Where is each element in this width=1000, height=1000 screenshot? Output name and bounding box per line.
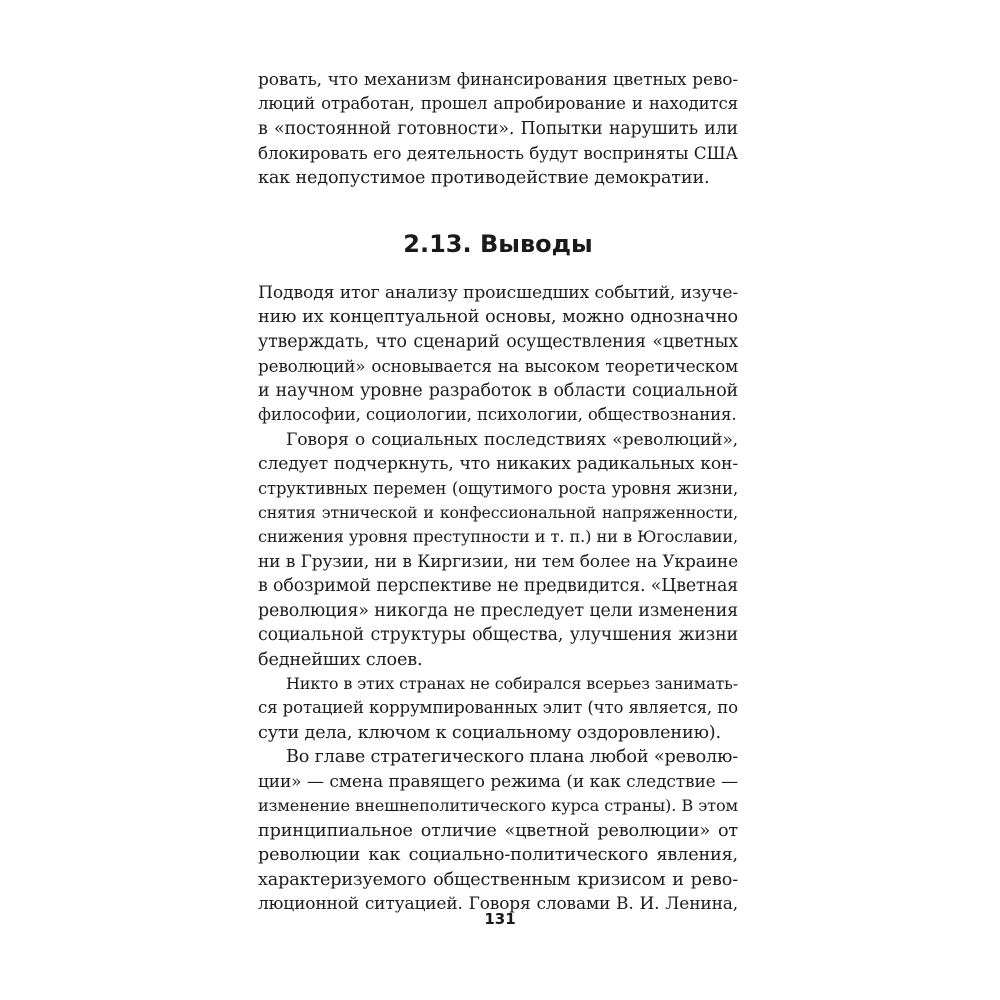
text-line: люций отработан, прошел апробирование и находится — [258, 94, 738, 114]
text-line: Во главе стратегического плана любой «револю- — [286, 747, 739, 768]
text-line: следует подчеркнуть, что никаких радикальных кон- — [258, 454, 738, 475]
text-line: революция» никогда не преследует цели изменения — [258, 600, 738, 621]
text-line: революции как социально-политического явления, — [258, 845, 738, 866]
section-body — [258, 281, 738, 916]
text-line: ни в Грузии, ни в Киргизии, ни тем более на Украине — [258, 551, 738, 572]
text-line: и научном уровне разработок в области социальной — [258, 380, 738, 401]
text-line: ции» — смена правящего режима (и как следствие — — [258, 771, 738, 792]
text-line: снижения уровня преступности и т. п.) ни в Югославии, — [258, 527, 738, 547]
text-line: беднейших слоев. — [258, 649, 423, 670]
text-line: в «постоянной готовности». Попытки нарушить или — [258, 118, 738, 139]
text-line: изменение внешнеполитического курса страны). В этом — [258, 796, 738, 816]
text-line: нию их концептуальной основы, можно однозначно — [258, 307, 738, 328]
text-line: как недопустимое противодействие демократии. — [258, 167, 710, 188]
text-line: Говоря о социальных последствиях «революций», — [286, 429, 738, 450]
text-line: утверждать, что сценарий осуществления «цветных — [258, 331, 738, 352]
text-line: ся ротацией коррумпированных элит (что является, по — [258, 698, 738, 718]
text-line: принципиальное отличие «цветной революции» от — [258, 820, 738, 841]
text-line: в обозримой перспективе не предвидится. «Цветная — [258, 576, 738, 597]
text-line: структивных перемен (ощутимого роста уровня жизни, — [258, 478, 738, 498]
section-heading: 2.13. Выводы — [403, 230, 593, 258]
text-line: философии, социологии, психологии, обществознания. — [258, 405, 737, 425]
text-line: снятия этнической и конфессиональной напряженности, — [258, 502, 738, 522]
text-line: люционной ситуацией. Говоря словами В. И. Ленина, — [258, 893, 738, 914]
text-line: социальной структуры общества, улучшения жизни — [258, 625, 738, 646]
text-line: Подводя итог анализу происшедших событий, изуче- — [258, 283, 738, 303]
intro-paragraph — [258, 68, 738, 190]
text-line: характеризуемого общественным кризисом и рево- — [258, 869, 738, 890]
text-line: Никто в этих странах не собирался всерьез занимать- — [286, 674, 738, 693]
text-line: ровать, что механизм финансирования цветных рево- — [258, 70, 738, 90]
text-line: сути дела, ключом к социальному оздоровлению). — [258, 722, 721, 743]
page-number: 131 — [484, 910, 516, 928]
text-line: революций» основывается на высоком теоретическом — [258, 356, 738, 377]
text-line: блокировать его деятельность будут восприняты США — [258, 143, 738, 164]
